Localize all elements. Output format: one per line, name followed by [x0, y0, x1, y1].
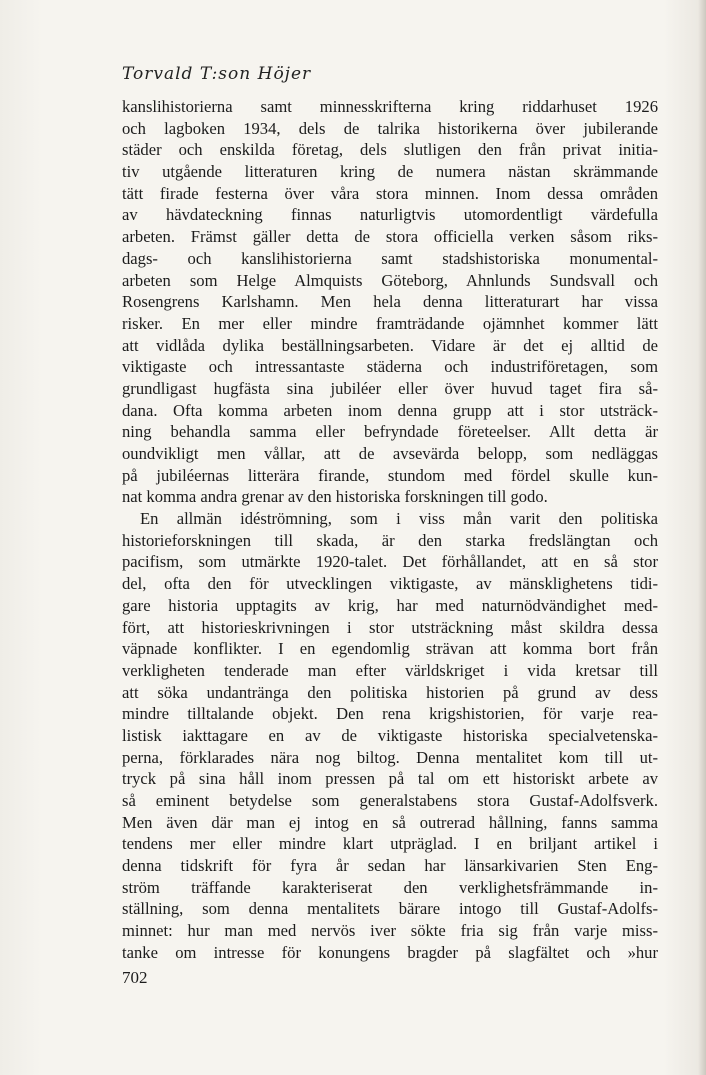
text-line: Men även där man ej intog en så outrerad hållning, fanns samma	[122, 812, 658, 832]
text-line: så eminent betydelse som generalstabens stora Gustaf-Adolfsverk.	[122, 791, 658, 810]
text-line: grundligast hugfästa sina jubiléer eller över huvud taget fira så-	[122, 378, 658, 398]
text-line: perna, förklarades nära nog biltog. Denna mentalitet kom till ut-	[122, 747, 658, 767]
text-line: kanslihistorierna samt minnesskrifterna kring riddarhuset 1926	[122, 97, 658, 116]
text-line: minnet: hur man med nervös iver sökte fria sig från varje miss-	[122, 921, 658, 941]
text-line: att vidlåda dylika beställningsarbeten. Vidare är det ej alltid de	[122, 335, 658, 355]
text-line: tryck på sina håll inom pressen på tal om ett historiskt arbete av	[122, 769, 658, 789]
body-text	[122, 96, 658, 964]
text-line: listisk iakttagare en av de viktigaste historiska specialvetenska-	[122, 725, 658, 745]
text-line: tanke om intresse för konungens bragder på slagfältet och »hur	[122, 942, 658, 962]
page-number: 702	[122, 968, 148, 987]
text-line: mindre tilltalande objekt. Den rena krigshistorien, för varje rea-	[122, 704, 658, 724]
text-line: och lagboken 1934, dels de talrika historikerna över jubilerande	[122, 118, 658, 138]
text-line: städer och enskilda företag, dels slutligen den från privat initia-	[122, 140, 658, 160]
text-line: oundvikligt men vållar, att de avsevärda belopp, som nedläggas	[122, 444, 658, 463]
text-line: risker. En mer eller mindre framträdande ojämnhet kommer lätt	[122, 313, 658, 333]
text-line: väpnade konflikter. I en egendomlig strävan att komma bort från	[122, 639, 658, 659]
text-line: gare historia upptagits av krig, har med naturnödvändighet med-	[122, 595, 658, 615]
text-line: ning behandla samma eller befryndade företeelser. Allt detta är	[122, 422, 658, 442]
text-line: tiv utgående litteraturen kring de numera nästan skrämmande	[122, 162, 658, 182]
running-header: Torvald T:son Höjer	[122, 64, 312, 84]
text-line: tendens mer eller mindre klart utpräglad. I en briljant artikel i	[122, 834, 658, 854]
text-line: Rosengrens Karlshamn. Men hela denna litteraturart har vissa	[122, 292, 658, 312]
text-line: pacifism, som utmärkte 1920-talet. Det förhållandet, att en så stor	[122, 552, 658, 572]
text-line: ström träffande karakteriserat den verklighetsfrämmande in-	[122, 877, 658, 897]
text-line: viktigaste och intressantaste städerna och industriföretagen, som	[122, 357, 658, 377]
text-line: att söka undantränga den politiska historien på grund av dess	[122, 682, 658, 702]
text-line: dana. Ofta komma arbeten inom denna grupp att i stor utsträck-	[122, 400, 658, 420]
text-line: del, ofta den för utvecklingen viktigaste, av mänsklighetens tidi-	[122, 574, 658, 594]
text-line: nat komma andra grenar av den historiska forskningen till godo.	[122, 487, 548, 507]
text-line: arbeten. Främst gäller detta de stora officiella verken såsom riks-	[122, 227, 658, 247]
text-line: En allmän idéströmning, som i viss mån varit den politiska	[140, 509, 658, 529]
text-line: dags- och kanslihistorierna samt stadshistoriska monumental-	[122, 248, 658, 268]
text-line: verkligheten tenderade man efter världskriget i vida kretsar till	[122, 660, 658, 680]
text-line: denna tidskrift för fyra år sedan har länsarkivarien Sten Eng-	[122, 856, 658, 876]
page-edge-shadow	[698, 0, 706, 1075]
text-line: arbeten som Helge Almquists Göteborg, Ahnlunds Sundsvall och	[122, 270, 658, 290]
text-line: fört, att historieskrivningen i stor utsträckning måst skildra dessa	[122, 617, 658, 637]
text-line: tätt firade festerna över våra stora minnen. Inom dessa områden	[122, 183, 658, 203]
text-line: ställning, som denna mentalitets bärare intogo till Gustaf-Adolfs-	[122, 899, 658, 919]
text-line: av hävdateckning finnas naturligtvis utomordentligt värdefulla	[122, 205, 658, 225]
text-line: på jubiléernas litterära firande, stundom med fördel skulle kun-	[122, 465, 658, 485]
text-line: historieforskningen till skada, är den starka fredslängtan och	[122, 530, 658, 550]
